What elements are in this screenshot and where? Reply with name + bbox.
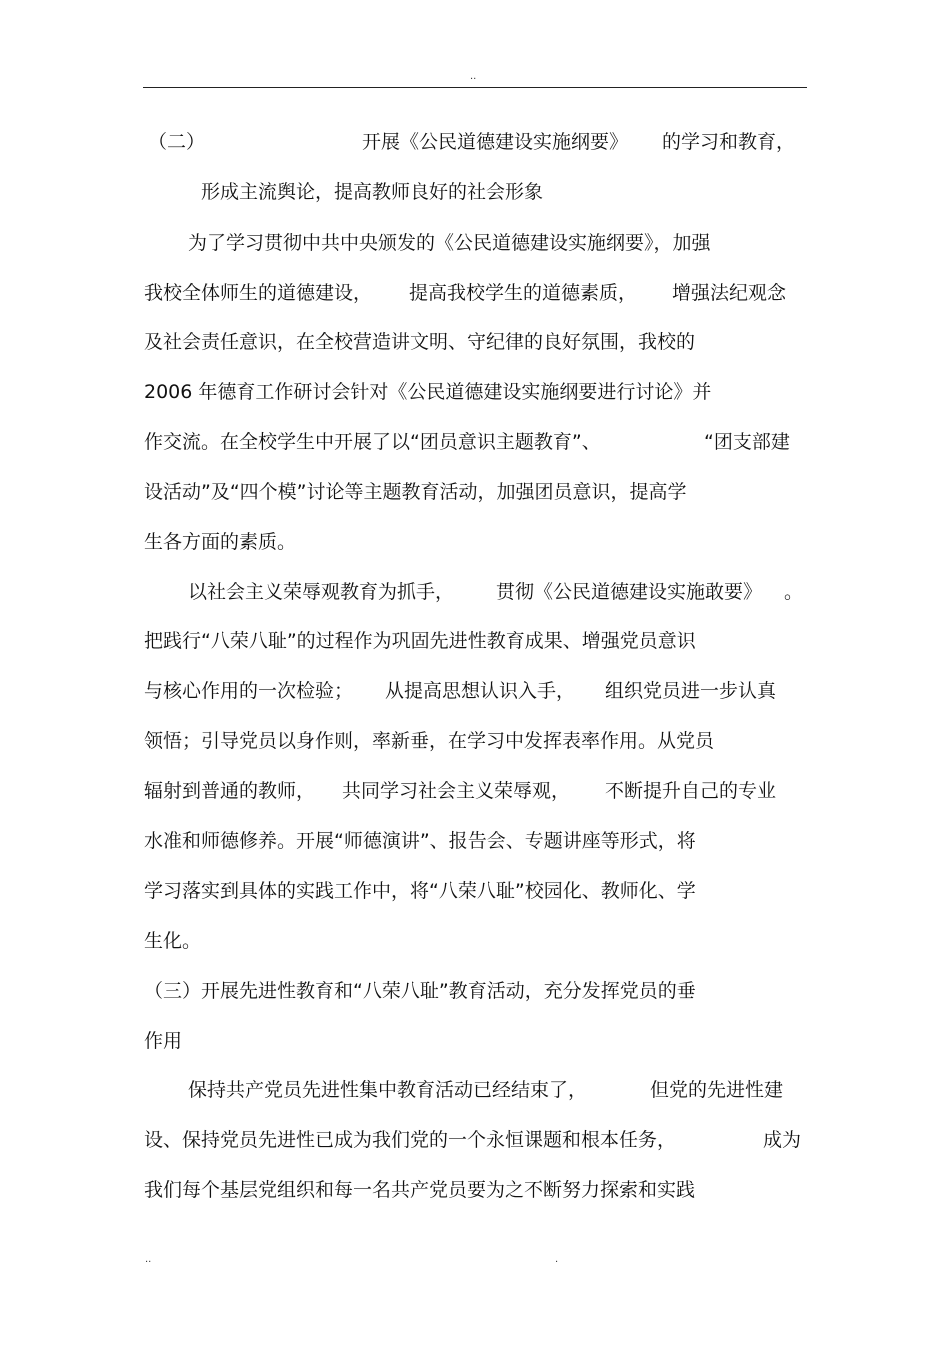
para1-line5-seg2: “团支部建 xyxy=(704,431,790,453)
para1-line4: 2006 年德育工作研讨会针对《公民道德建设实施纲要进行讨论》并 xyxy=(144,381,712,403)
footer-left-mark: .. xyxy=(145,1254,152,1265)
para3-line2-seg1: 设、保持党员先进性已成为我们党的一个永恒课题和根本任务， xyxy=(144,1129,677,1151)
heading-3-line1: （三）开展先进性教育和“八荣八耻”教育活动，充分发挥党员的垂 xyxy=(144,980,696,1002)
heading-2-subtitle: 形成主流舆论，提高教师良好的社会形象 xyxy=(201,181,544,203)
para2-line3-seg2: 从提高思想认识入手， xyxy=(385,680,576,702)
para3-line1-seg2: 但党的先进性建 xyxy=(650,1079,784,1101)
heading-2-number: （二） xyxy=(148,131,206,153)
para2-line2: 把践行“八荣八耻”的过程作为巩固先进性教育成果、增强党员意识 xyxy=(144,630,696,652)
para2-line1-seg3: 。 xyxy=(784,581,804,603)
para1-line1: 为了学习贯彻中共中央颁发的《公民道德建设实施纲要》，加强 xyxy=(188,232,711,254)
footer-right-mark: . xyxy=(555,1254,559,1265)
para1-line7: 生各方面的素质。 xyxy=(144,531,297,553)
heading-2-title-part2: 的学习和教育， xyxy=(662,131,796,153)
para1-line6: 设活动”及“四个模”讨论等主题教育活动，加强团员意识，提高学 xyxy=(144,481,687,503)
para1-line5-seg1: 作交流。在全校学生中开展了以“团员意识主题教育”、 xyxy=(144,431,601,453)
para2-line8: 生化。 xyxy=(144,930,202,952)
para3-line1-seg1: 保持共产党员先进性集中教育活动已经结束了， xyxy=(188,1079,588,1101)
header-rule xyxy=(143,87,807,88)
para2-line7: 学习落实到具体的实践工作中，将“八荣八耻”校园化、教师化、学 xyxy=(144,880,696,902)
para2-line5-seg3: 不断提升自己的专业 xyxy=(605,780,777,802)
para3-line2-seg2: 成为 xyxy=(763,1129,802,1151)
heading-2-title-part1: 开展《公民道德建设实施纲要》 xyxy=(362,131,629,153)
para2-line5-seg2: 共同学习社会主义荣辱观， xyxy=(342,780,571,802)
para2-line3-seg3: 组织党员进一步认真 xyxy=(605,680,777,702)
para1-line2-seg1: 我校全体师生的道德建设， xyxy=(144,282,373,304)
para3-line3: 我们每个基层党组织和每一名共产党员要为之不断努力探索和实践 xyxy=(144,1179,696,1201)
para1-line3: 及社会责任意识，在全校营造讲文明、守纪律的良好氛围，我校的 xyxy=(144,331,696,353)
para1-line2-seg3: 增强法纪观念 xyxy=(672,282,787,304)
para2-line1-seg2: 贯彻《公民道德建设实施敢要》 xyxy=(496,581,763,603)
para2-line1-seg1: 以社会主义荣辱观教育为抓手， xyxy=(188,581,455,603)
header-mark: .. xyxy=(470,71,477,82)
heading-3-line2: 作用 xyxy=(144,1030,183,1052)
para1-line2-seg2: 提高我校学生的道德素质， xyxy=(409,282,638,304)
para2-line5-seg1: 辐射到普通的教师， xyxy=(144,780,316,802)
para2-line4: 领悟；引导党员以身作则，率新垂，在学习中发挥表率作用。从党员 xyxy=(144,730,715,752)
para2-line6: 水准和师德修养。开展“师德演讲”、报告会、专题讲座等形式，将 xyxy=(144,830,696,852)
para2-line3-seg1: 与核心作用的一次检验； xyxy=(144,680,354,702)
